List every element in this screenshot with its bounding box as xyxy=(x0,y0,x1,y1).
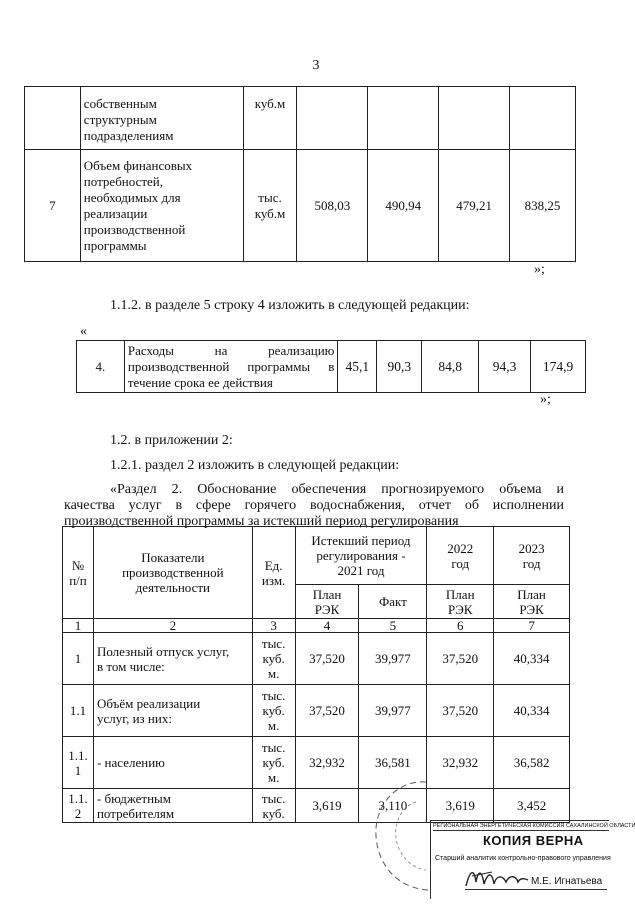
value-cell: 45,1 xyxy=(338,341,377,393)
value-cell xyxy=(297,87,368,150)
table-row xyxy=(63,685,570,737)
unit-cell: куб.м xyxy=(243,87,297,150)
table-row xyxy=(25,87,576,150)
row-number xyxy=(25,87,81,150)
stamp-signer-name: М.Е. Игнатьева xyxy=(531,876,603,887)
paragraph-1-2: 1.2. в приложении 2: xyxy=(110,433,233,448)
value-cell: 32,932 xyxy=(295,737,359,789)
stamp-position: Старший аналитик контрольно-правового управления xyxy=(435,855,611,862)
value-cell: 40,334 xyxy=(494,685,570,737)
column-number: 1 xyxy=(63,619,94,633)
value-cell xyxy=(368,87,439,150)
table-row xyxy=(63,633,570,685)
value-cell: 37,520 xyxy=(427,685,494,737)
paragraph-1-1-2: 1.1.2. в разделе 5 строку 4 изложить в следующей редакции: xyxy=(110,298,470,313)
value-cell: 37,520 xyxy=(295,633,359,685)
unit-cell: тыс. куб. м. xyxy=(252,633,295,685)
column-number: 6 xyxy=(427,619,494,633)
row-number: 1.1. 1 xyxy=(63,737,94,789)
value-cell: 39,977 xyxy=(359,633,427,685)
value-cell: 3,619 xyxy=(427,789,494,823)
stamp-organization: РЕГИОНАЛЬНАЯ ЭНЕРГЕТИЧЕСКАЯ КОМИССИЯ САХАЛИНСКОЙ ОБЛАСТИ xyxy=(433,823,635,829)
table-row xyxy=(63,789,570,823)
table-section5-row4 xyxy=(76,340,586,393)
value-cell: 94,3 xyxy=(479,341,531,393)
unit-cell: тыс. куб. xyxy=(252,789,295,823)
header-unit: Ед. изм. xyxy=(252,527,295,619)
indicator-cell: Полезный отпуск услуг, в том числе: xyxy=(93,633,252,685)
paragraph-1-2-1: 1.2.1. раздел 2 изложить в следующей редакции: xyxy=(110,458,400,473)
subheader-plan: План РЭК xyxy=(427,585,494,619)
stamp-title: КОПИЯ ВЕРНА xyxy=(483,833,584,848)
header-period-2021: Истекший период регулирования - 2021 год xyxy=(295,527,427,585)
value-cell: 3,110 xyxy=(359,789,427,823)
column-number: 7 xyxy=(494,619,570,633)
table-row xyxy=(25,150,576,262)
unit-cell: тыс. куб. м. xyxy=(252,737,295,789)
table-row xyxy=(77,341,586,393)
value-cell: 37,520 xyxy=(427,633,494,685)
unit-cell: тыс. куб. м. xyxy=(252,685,295,737)
section-2-heading: «Раздел 2. Обоснование обеспечения прогнозируемого объема и качества услуг в сфере горячего водоснабжения, отчет об исполнении производственной программы за истекший период регулирования xyxy=(64,482,564,529)
indicator-cell: Объём реализации услуг, из них: xyxy=(93,685,252,737)
table-water-volume xyxy=(24,86,576,262)
signature-mark xyxy=(462,862,532,894)
value-cell: 3,452 xyxy=(494,789,570,823)
header-2022: 2022 год xyxy=(427,527,494,585)
unit-cell: тыс. куб.м xyxy=(243,150,297,262)
value-cell: 3,619 xyxy=(295,789,359,823)
row-number: 1.1 xyxy=(63,685,94,737)
value-cell: 479,21 xyxy=(439,150,510,262)
value-cell: 490,94 xyxy=(368,150,439,262)
subheader-plan: План РЭК xyxy=(295,585,359,619)
subheader-fact: Факт xyxy=(359,585,427,619)
row-number: 7 xyxy=(25,150,81,262)
subheader-plan: План РЭК xyxy=(494,585,570,619)
value-cell: 90,3 xyxy=(377,341,422,393)
value-cell: 174,9 xyxy=(531,341,586,393)
table-header-row xyxy=(63,527,570,585)
value-cell: 36,582 xyxy=(494,737,570,789)
value-cell xyxy=(439,87,510,150)
column-number: 3 xyxy=(252,619,295,633)
header-2023: 2023 год xyxy=(494,527,570,585)
column-number: 2 xyxy=(93,619,252,633)
value-cell: 32,932 xyxy=(427,737,494,789)
value-cell: 84,8 xyxy=(422,341,479,393)
opening-quote: « xyxy=(80,324,87,339)
indicator-cell: собственным структурным подразделениям xyxy=(80,87,243,150)
table-production-indicators xyxy=(62,526,570,823)
column-number-row xyxy=(63,619,570,633)
column-number: 4 xyxy=(295,619,359,633)
row-number: 1.1. 2 xyxy=(63,789,94,823)
value-cell: 838,25 xyxy=(510,150,576,262)
indicator-cell: - населению xyxy=(93,737,252,789)
value-cell: 37,520 xyxy=(295,685,359,737)
value-cell: 508,03 xyxy=(297,150,368,262)
closing-quote: »; xyxy=(540,392,551,407)
indicator-cell: - бюджетным потребителям xyxy=(93,789,252,823)
header-num: № п/п xyxy=(63,527,94,619)
indicator-cell: Объем финансовых потребностей, необходимых для реализации производственной программы xyxy=(80,150,243,262)
page-number: 3 xyxy=(312,58,320,73)
row-number: 1 xyxy=(63,633,94,685)
value-cell: 40,334 xyxy=(494,633,570,685)
table-row xyxy=(63,737,570,789)
column-number: 5 xyxy=(359,619,427,633)
value-cell: 36,581 xyxy=(359,737,427,789)
row-number: 4. xyxy=(77,341,125,393)
indicator-cell: Расходы на реализацию производственной программы в течение срока ее действия xyxy=(124,341,338,393)
header-indicator: Показатели производственной деятельности xyxy=(93,527,252,619)
closing-quote: »; xyxy=(534,262,545,277)
value-cell: 39,977 xyxy=(359,685,427,737)
value-cell xyxy=(510,87,576,150)
